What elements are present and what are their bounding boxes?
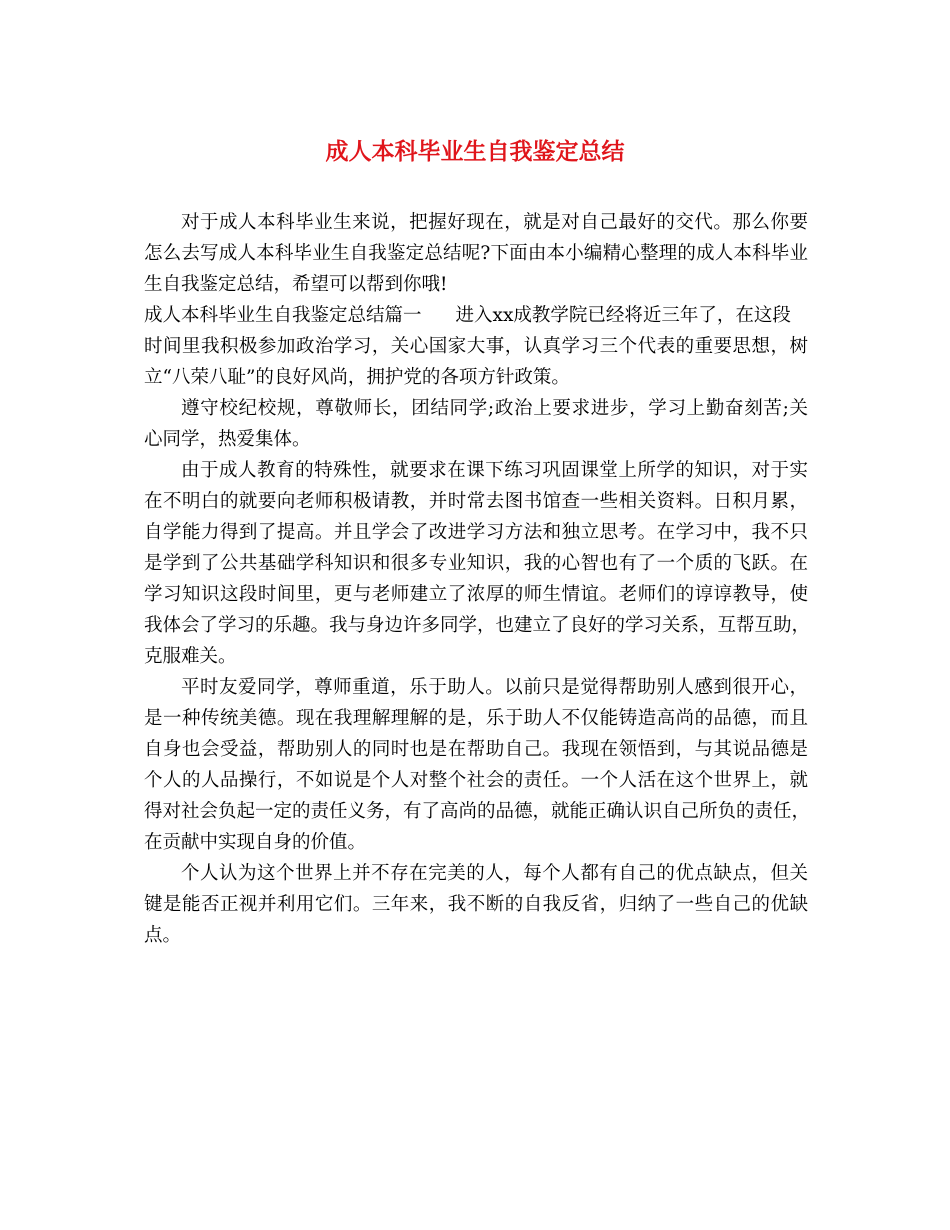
text-line: 个人认为这个世界上并不存在完美的人，每个人都有自己的优点缺点，但关: [181, 863, 808, 884]
text-line: 学习知识这段时间里，更与老师建立了浓厚的师生情谊。老师们的谆谆教导，使: [144, 584, 808, 605]
text-line: 自身也会受益，帮助别人的同时也是在帮助自己。我现在领悟到，与其说品德是: [144, 739, 808, 760]
text-line: 点。: [144, 925, 182, 946]
text-line: 时间里我积极参加政治学习，关心国家大事，认真学习三个代表的重要思想，树: [144, 336, 808, 357]
text-span: 进入xx成教学院已经将近三年了，在这段: [455, 305, 791, 326]
section-line: [144, 300, 808, 331]
text-line: 遵守校纪校规，尊敬师长，团结同学;政治上要求进步，学习上勤奋刻苦;关: [181, 398, 808, 419]
text-line: 生自我鉴定总结，希望可以帮到你哦!: [144, 274, 448, 295]
text-line: 怎么去写成人本科毕业生自我鉴定总结呢?下面由本小编精心整理的成人本科毕业: [144, 243, 808, 264]
text-line: 得对社会负起一定的责任义务，有了高尚的品德，就能正确认识自己所负的责任，: [144, 801, 811, 822]
text-line: 对于成人本科毕业生来说，把握好现在，就是对自己最好的交代。那么你要: [181, 212, 808, 233]
text-line: 心同学，热爱集体。: [144, 429, 311, 450]
text-line: 是学到了公共基础学科知识和很多专业知识，我的心智也有了一个质的飞跃。在: [144, 553, 808, 574]
document-title: 成人本科毕业生自我鉴定总结: [325, 139, 625, 165]
text-line: 键是能否正视并利用它们。三年来，我不断的自我反省，归纳了一些自己的优缺: [144, 894, 808, 915]
text-line: 是一种传统美德。现在我理解理解的是，乐于助人不仅能铸造高尚的品德，而且: [144, 708, 808, 729]
text-line: 自学能力得到了提高。并且学会了改进学习方法和独立思考。在学习中，我不只: [144, 522, 808, 543]
text-line: 在不明白的就要向老师积极请教，并时常去图书馆查一些相关资料。日积月累，: [144, 491, 808, 512]
text-line: 在贡献中实现自身的价值。: [144, 832, 367, 853]
text-line: 克服难关。: [144, 646, 237, 667]
text-line: 由于成人教育的特殊性，就要求在课下练习巩固课堂上所学的知识，对于实: [181, 460, 808, 481]
text-line: 平时友爱同学，尊师重道，乐于助人。以前只是觉得帮助别人感到很开心，: [181, 677, 808, 698]
document-body: [144, 207, 811, 951]
text-line: 立“八荣八耻”的良好风尚，拥护党的各项方针政策。: [144, 367, 570, 388]
section-heading: 成人本科毕业生自我鉴定总结篇一: [144, 305, 422, 326]
text-line: 我体会了学习的乐趣。我与身边许多同学，也建立了良好的学习关系，互帮互助，: [144, 615, 811, 636]
text-line: 个人的人品操行，不如说是个人对整个社会的责任。一个人活在这个世界上，就: [144, 770, 808, 791]
